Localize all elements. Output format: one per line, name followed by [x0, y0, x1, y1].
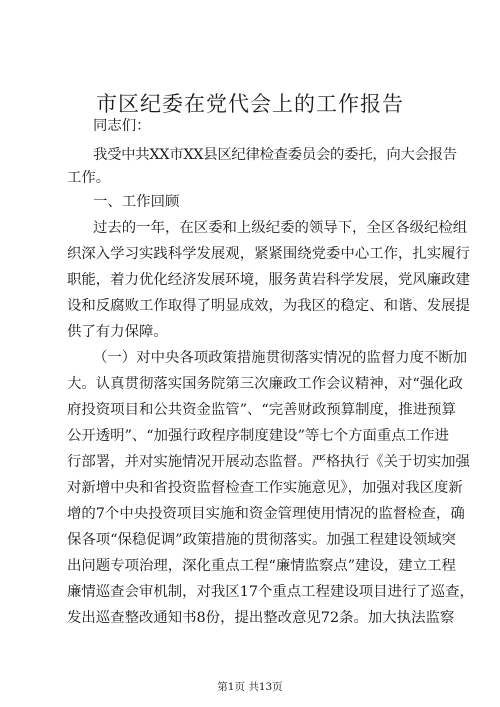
document-title: 市区纪委在党代会上的工作报告 [96, 92, 404, 116]
body-line: 大。认真贯彻落实国务院第三次廉政工作会议精神，对“强化政 [67, 376, 463, 392]
body-line: 出问题专项治理，深化重点工程“廉情监察点”建设，建立工程 [67, 558, 456, 574]
body-line: 过去的一年，在区委和上级纪委的领导下，全区各级纪检组 [93, 220, 468, 236]
body-line: 职能，着力优化经济发展环境，服务黄岩科学发展，党风廉政建 [67, 272, 470, 288]
salutation-line: 同志们： [93, 118, 151, 134]
section-heading: 一、工作回顾 [93, 194, 180, 210]
body-line: 廉情巡查会审机制，对我区17个重点工程建设项目进行了巡查， [67, 584, 474, 600]
body-line: 公开透明”、“加强行政程序制度建设”等七个方面重点工作进 [67, 428, 449, 444]
body-line: 我受中共XX市XX县区纪律检查委员会的委托，向大会报告 [93, 147, 457, 163]
body-line: 设和反腐败工作取得了明显成效，为我区的稳定、和谐、发展提 [67, 298, 470, 314]
body-line: 工作。 [67, 170, 111, 186]
body-line: 织深入学习实践科学发展观，紧紧围绕党委中心工作，扎实履行 [67, 246, 470, 262]
body-line: 供了有力保障。 [67, 324, 168, 340]
body-line: 保各项“保稳促调”政策措施的贯彻落实。加强工程建设领域突 [67, 532, 456, 548]
body-line: 增的7个中央投资项目实施和资金管理使用情况的监督检查，确 [67, 506, 465, 522]
body-line: 对新增中央和省投资监督检查工作实施意见》，加强对我区度新 [67, 480, 463, 496]
body-line: 行部署，并对实施情况开展动态监督。严格执行《关于切实加强 [67, 454, 470, 470]
body-line: 发出巡查整改通知书8份，提出整改意见72条。加大执法监察 [67, 610, 455, 626]
page-footer: 第1页 共13页 [217, 681, 283, 693]
body-line: （一）对中央各项政策措施贯彻落实情况的监督力度不断加 [93, 350, 468, 366]
body-line: 府投资项目和公共资金监管”、“完善财政预算制度，推进预算 [67, 402, 456, 418]
